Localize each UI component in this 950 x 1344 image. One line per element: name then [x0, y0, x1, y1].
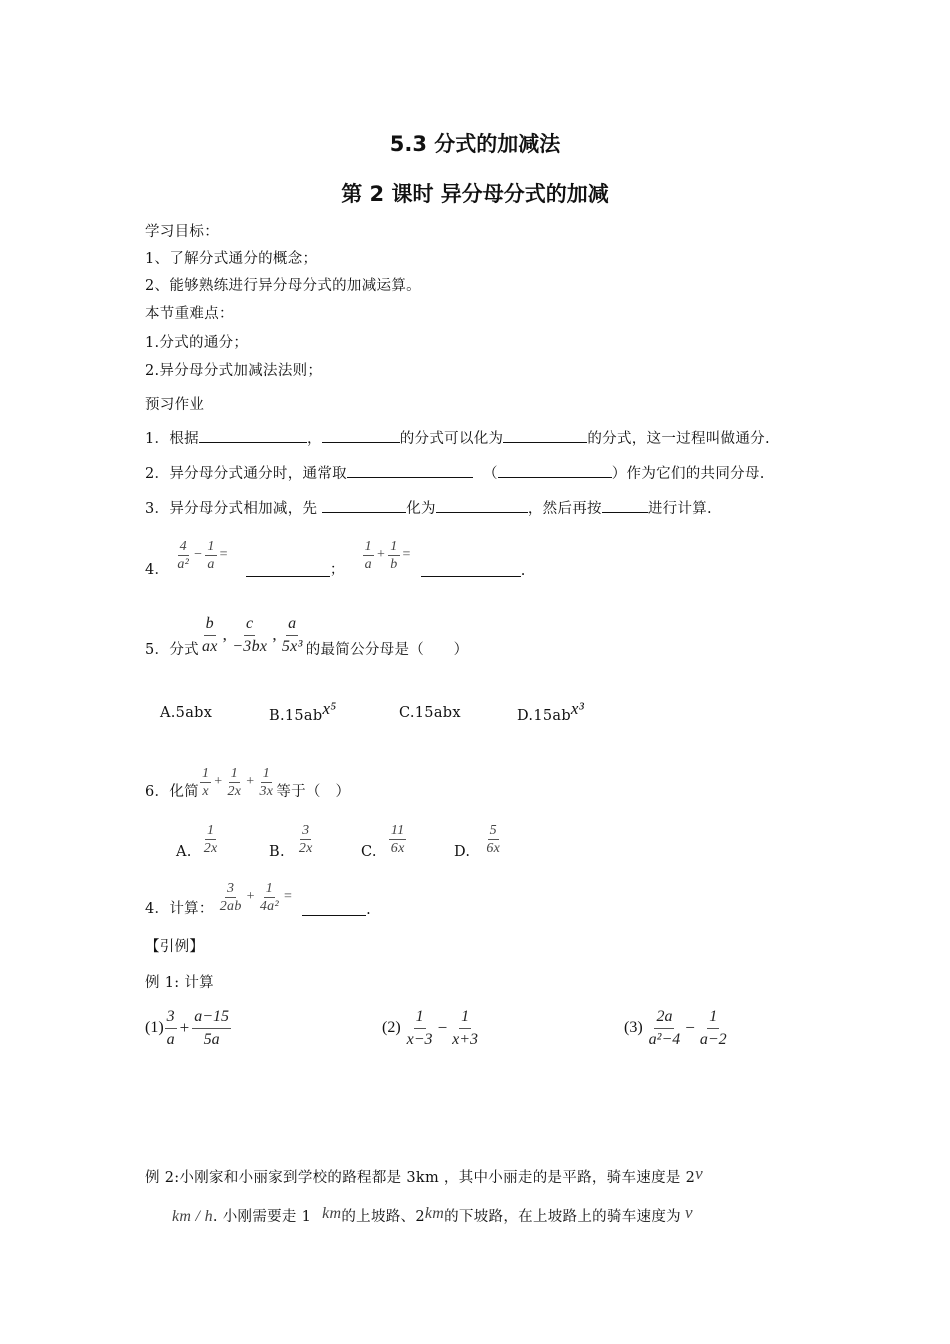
- fraction: $\frac{b}{ax}$: [201, 614, 218, 655]
- example-1-label: 例 1: 计算: [145, 975, 214, 991]
- option-a[interactable]: A.5abx: [160, 705, 213, 721]
- fraction: $\frac{1}{2x}$: [203, 822, 218, 856]
- fraction: $\frac{1}{a}$: [364, 538, 372, 572]
- answer-blank[interactable]: [421, 562, 521, 577]
- question-calc: 4．计算： $\frac{3}{2ab}$ + $\frac{1}{\text{4a²}}$ = .: [145, 880, 372, 918]
- fraction: $\frac{a-15}{5a}$: [194, 1007, 230, 1048]
- fraction: $\frac{11}{6x}$: [390, 822, 405, 856]
- answer-blank[interactable]: [503, 428, 587, 443]
- example-1-part-1: (1) $\frac{3}{a}$ + $\frac{a-15}{5a}$: [145, 1002, 232, 1054]
- example-1-part-2: (2) $\frac{1}{x-3}$ − $\frac{1}{x+3}$: [382, 1002, 481, 1054]
- fraction: $\frac{3}{2ab}$: [219, 880, 242, 914]
- question-2: 2．异分母分式通分时，通常取 （ ）作为它们的共同分母.: [145, 462, 765, 483]
- answer-blank[interactable]: [498, 463, 612, 478]
- fraction: $\frac{5}{6x}$: [486, 822, 501, 856]
- fraction: $\frac{3}{a}$: [166, 1007, 175, 1048]
- fraction: $\frac{4}{\text{a²}}$: [177, 538, 190, 572]
- fraction: $\frac{1}{3x}$: [259, 765, 274, 799]
- fraction: $\frac{1}{2x}$: [227, 765, 242, 799]
- option-b[interactable]: B.15abx⁵: [269, 699, 337, 724]
- example-2-line-1: 例 2:小刚家和小丽家到学校的路程都是 3km ，其中小丽走的是平路，骑车速度是 2v: [145, 1164, 703, 1186]
- page-title: 5.3 分式的加减法: [389, 132, 561, 156]
- question-1: 1．根据 ， 的分式可以化为 的分式，这一过程叫做通分.: [145, 427, 770, 448]
- fraction: $\frac{a}{\text{5x³}}$: [281, 614, 303, 655]
- fraction: $\frac{1}{\text{4a²}}$: [259, 880, 279, 914]
- answer-blank[interactable]: [436, 498, 528, 513]
- question-3: 3．异分母分式相加减，先 化为 ，然后再按 进行计算.: [145, 497, 712, 518]
- fraction: $\frac{1}{a}$: [207, 538, 215, 572]
- fraction: $\frac{2a}{\text{a²−4}}$: [648, 1007, 681, 1048]
- goal-item: 1、了解分式通分的概念；: [145, 251, 318, 267]
- fraction: $\frac{3}{2x}$: [298, 822, 313, 856]
- fraction: $\frac{1}{a-2}$: [699, 1007, 727, 1048]
- answer-blank[interactable]: [199, 428, 307, 443]
- option-a[interactable]: A. $\frac{1}{2x}$: [176, 822, 218, 860]
- key-heading: 本节重难点：: [145, 306, 234, 322]
- fraction: $\frac{1}{b}$: [390, 538, 398, 572]
- example-1-part-3: (3) $\frac{2a}{\text{a²−4}}$ − $\frac{1}{a-2}$: [624, 1002, 730, 1054]
- preview-heading: 预习作业: [145, 397, 205, 413]
- fraction: $\frac{1}{x}$: [201, 765, 210, 799]
- option-b[interactable]: B. $\frac{3}{2x}$: [269, 822, 313, 860]
- answer-blank[interactable]: [602, 498, 648, 513]
- example-2-line-2: km / h. 小刚需要走 1 km的上坡路、2km的下坡路，在上坡路上的骑车速度为 v: [172, 1203, 693, 1225]
- option-d[interactable]: D.15abx³: [517, 699, 585, 724]
- option-c[interactable]: C.15abx: [399, 705, 461, 721]
- answer-blank[interactable]: [302, 901, 366, 916]
- answer-blank[interactable]: [246, 562, 330, 577]
- fraction: $\frac{1}{x-3}$: [406, 1007, 433, 1048]
- fraction: $\frac{1}{x+3}$: [452, 1007, 479, 1048]
- question-4: 4． $\frac{4}{\text{a²}}$ − $\frac{1}{a}$ = ； $\frac{1}{a}$ + $\frac{1}{b}$ = .: [145, 538, 526, 579]
- lesson-subtitle: 第 2 课时 异分母分式的加减: [341, 182, 609, 206]
- question-5: 5．分式 $\frac{b}{ax}$ , $\frac{c}{-3bx}$ , $\frac{a}{\text{5x³}}$ 的最简公分母是（ ）: [145, 614, 469, 658]
- key-point: 2.异分母分式加减法法则；: [145, 363, 323, 379]
- goals-heading: 学习目标：: [145, 224, 219, 240]
- option-c[interactable]: C. $\frac{11}{6x}$: [361, 822, 405, 860]
- answer-blank[interactable]: [347, 463, 473, 478]
- question-6: 6．化简 $\frac{1}{x}$ + $\frac{1}{2x}$ + $\frac{1}{3x}$ 等于（ ）: [145, 765, 351, 800]
- example-heading: 【引例】: [145, 939, 205, 955]
- answer-blank[interactable]: [322, 428, 400, 443]
- key-point: 1.分式的通分；: [145, 335, 249, 351]
- fraction: $\frac{c}{-3bx}$: [232, 614, 268, 655]
- option-d[interactable]: D. $\frac{5}{6x}$: [454, 822, 501, 860]
- goal-item: 2、能够熟练进行异分母分式的加减运算。: [145, 278, 421, 294]
- answer-blank[interactable]: [322, 498, 406, 513]
